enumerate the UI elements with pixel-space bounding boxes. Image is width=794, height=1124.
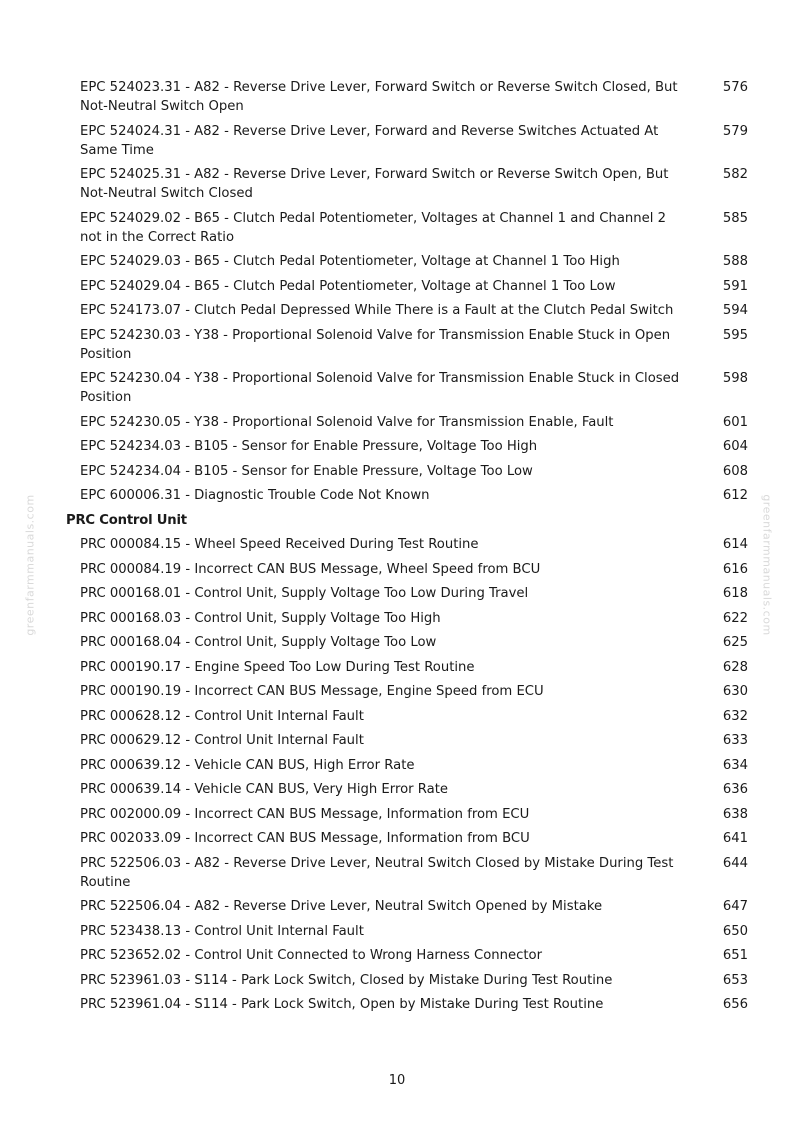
toc-entry-title: EPC 524023.31 - A82 - Reverse Drive Lever, Forward Switch or Reverse Switch Closed, But Not-Neutral Switch Open [80,80,678,114]
toc-entry-title: EPC 600006.31 - Diagnostic Trouble Code Not Known [80,488,430,503]
toc-entry-page: 650 [722,923,748,939]
toc-entry-title: PRC 000190.17 - Engine Speed Too Low During Test Routine [80,659,475,675]
toc-entry[interactable] [66,829,756,848]
toc-entry-title: PRC 523961.03 - S114 - Park Lock Switch, Closed by Mistake During Test Routine [80,972,613,988]
toc-entry[interactable] [66,78,756,116]
toc-entry-page: 656 [722,997,748,1012]
toc-entry[interactable] [66,584,756,603]
toc-entry-page: 588 [722,254,748,269]
toc-entry-page: 634 [722,757,748,773]
toc-entry-title: PRC 523652.02 - Control Unit Connected to Wrong Harness Connector [80,948,543,963]
toc-entry[interactable] [66,560,756,579]
toc-entry-page: 632 [722,708,748,724]
toc-entry-page: 594 [722,303,748,318]
toc-entry[interactable] [66,277,756,296]
toc-entry[interactable] [66,413,756,432]
toc-entry-title: EPC 524234.04 - B105 - Sensor for Enable Pressure, Voltage Too Low [80,463,533,479]
toc-entry-title: EPC 524234.03 - B105 - Sensor for Enable Pressure, Voltage Too High [80,439,538,454]
toc-entry[interactable] [66,369,756,407]
toc-entry-title: EPC 524230.05 - Y38 - Proportional Solenoid Valve for Transmission Enable, Fault [80,414,614,430]
toc-entry-title: PRC 000084.15 - Wheel Speed Received During Test Routine [80,537,479,552]
toc-entry-title: EPC 524025.31 - A82 - Reverse Drive Lever, Forward Switch or Reverse Switch Open, But Not-Neutral Switch Closed [80,167,669,201]
toc-entry[interactable] [66,897,756,916]
toc-entry-page: 612 [722,488,748,503]
toc-entry-title: PRC 000639.12 - Vehicle CAN BUS, High Error Rate [80,757,415,773]
toc-entry-page: 601 [722,414,748,430]
toc-entry[interactable] [66,462,756,481]
toc-entry[interactable] [66,756,756,775]
toc-entry-page: 585 [722,210,748,226]
toc-entry-page: 622 [722,610,748,626]
toc-entry-title: EPC 524029.04 - B65 - Clutch Pedal Potentiometer, Voltage at Channel 1 Too Low [80,278,616,294]
toc-entry[interactable] [66,682,756,701]
toc-entry[interactable] [66,707,756,726]
toc-entry-page: 604 [722,439,748,454]
page-number: 10 [388,1073,406,1088]
toc-entry[interactable] [66,209,756,247]
toc-group-prc [66,535,756,1014]
toc-entry-page: 625 [722,635,748,650]
toc-entry-page: 598 [722,371,748,386]
toc-entry-title: PRC 522506.03 - A82 - Reverse Drive Lever, Neutral Switch Closed by Mistake During Test Routine [80,855,674,890]
toc-entry-page: 628 [722,659,748,675]
toc-entry[interactable] [66,326,756,364]
toc-entry-title: EPC 524173.07 - Clutch Pedal Depressed While There is a Fault at the Clutch Pedal Switch [80,303,674,318]
toc-entry-title: PRC 522506.04 - A82 - Reverse Drive Lever, Neutral Switch Opened by Mistake [80,899,603,914]
toc-entry[interactable] [66,780,756,799]
watermark-right: greenfarmmanuals.com [760,494,774,636]
toc-entry[interactable] [66,971,756,990]
toc-entry-page: 633 [722,733,748,748]
toc-entry[interactable] [66,301,756,320]
toc-entry-title: PRC 523438.13 - Control Unit Internal Fault [80,923,364,939]
toc-entry-title: EPC 524024.31 - A82 - Reverse Drive Lever, Forward and Reverse Switches Actuated At Same Time [80,123,659,158]
toc-entry-page: 636 [722,782,748,797]
toc-entry-page: 582 [722,167,748,182]
toc-entry-title: EPC 524230.03 - Y38 - Proportional Solenoid Valve for Transmission Enable Stuck in Open Position [80,327,671,362]
toc-entry[interactable] [66,609,756,628]
toc-entry-title: PRC 000628.12 - Control Unit Internal Fault [80,708,364,724]
toc-entry-page: 630 [722,684,748,699]
toc-entry-page: 608 [722,463,748,479]
toc-entry-title: PRC 000629.12 - Control Unit Internal Fault [80,733,364,748]
section-heading-prc[interactable]: PRC Control Unit [66,512,187,528]
toc-entry-page: 579 [722,123,748,139]
table-of-contents [66,78,756,1020]
toc-entry[interactable] [66,122,756,160]
toc-entry-page: 641 [722,831,748,846]
toc-entry-page: 614 [722,537,748,552]
toc-entry[interactable] [66,658,756,677]
toc-entry-title: PRC 000168.01 - Control Unit, Supply Voltage Too Low During Travel [80,586,529,601]
toc-entry-page: 644 [722,855,748,871]
toc-entry-page: 576 [722,80,748,95]
toc-entry-page: 616 [722,561,748,577]
toc-entry[interactable] [66,805,756,824]
toc-entry[interactable] [66,252,756,271]
toc-entry[interactable] [66,731,756,750]
toc-entry-title: PRC 000190.19 - Incorrect CAN BUS Message, Engine Speed from ECU [80,684,544,699]
toc-entry-page: 618 [722,586,748,601]
toc-entry-title: PRC 002033.09 - Incorrect CAN BUS Message, Information from BCU [80,831,530,846]
toc-entry-title: PRC 000168.04 - Control Unit, Supply Voltage Too Low [80,635,437,650]
toc-entry[interactable] [66,165,756,203]
toc-entry-page: 595 [722,327,748,343]
watermark-left: greenfarmmanuals.com [23,494,37,636]
toc-entry-title: PRC 000639.14 - Vehicle CAN BUS, Very High Error Rate [80,782,449,797]
toc-entry-title: EPC 524029.03 - B65 - Clutch Pedal Potentiometer, Voltage at Channel 1 Too High [80,254,620,269]
toc-entry-title: PRC 002000.09 - Incorrect CAN BUS Message, Information from ECU [80,806,530,822]
toc-entry[interactable] [66,995,756,1014]
toc-entry-title: EPC 524230.04 - Y38 - Proportional Solenoid Valve for Transmission Enable Stuck in Closed Position [80,371,680,405]
toc-entry-title: PRC 523961.04 - S114 - Park Lock Switch, Open by Mistake During Test Routine [80,997,604,1012]
toc-entry[interactable] [66,486,756,505]
toc-entry-page: 653 [722,972,748,988]
toc-entry-title: PRC 000084.19 - Incorrect CAN BUS Message, Wheel Speed from BCU [80,561,541,577]
toc-entry-title: EPC 524029.02 - B65 - Clutch Pedal Potentiometer, Voltages at Channel 1 and Channel 2 not in the Correct Ratio [80,210,666,245]
toc-entry-page: 651 [722,948,748,963]
toc-entry[interactable] [66,535,756,554]
toc-entry-title: PRC 000168.03 - Control Unit, Supply Voltage Too High [80,610,441,626]
toc-entry[interactable] [66,437,756,456]
toc-entry-page: 638 [722,806,748,822]
toc-entry[interactable] [66,946,756,965]
toc-entry-page: 591 [722,278,748,294]
toc-entry-page: 647 [722,899,748,914]
toc-group-epc [66,78,756,505]
toc-entry[interactable] [66,922,756,941]
toc-entry[interactable] [66,854,756,892]
toc-entry[interactable] [66,633,756,652]
